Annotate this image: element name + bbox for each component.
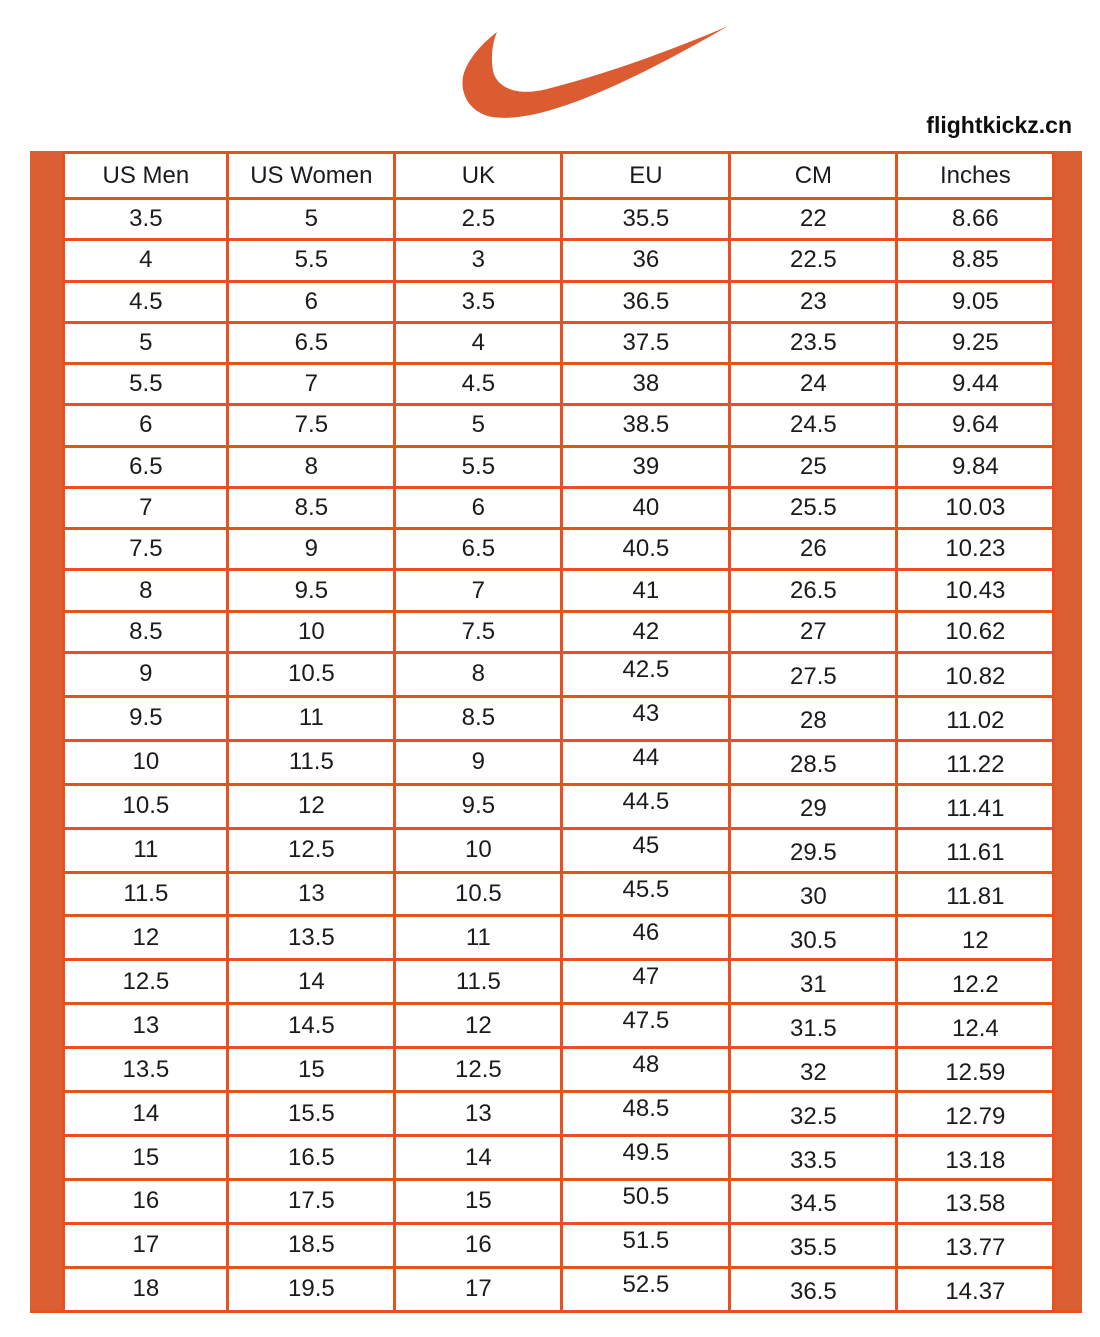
table-cell: 8.66 [897,199,1054,240]
table-cell: 49.5 [562,1136,730,1180]
table-cell: 9.44 [897,364,1054,405]
table-row [64,611,1054,652]
table-row [64,696,1054,740]
table-cell: 4 [395,322,562,363]
table-row [64,405,1054,446]
table-cell: 9.5 [395,784,562,828]
table-cell: 12.59 [897,1048,1054,1092]
table-cell: 34.5 [730,1179,897,1223]
table-cell: 10.62 [897,611,1054,652]
table-cell: 29.5 [730,828,897,872]
site-label: flightkickz.cn [926,112,1072,138]
column-header-uk: UK [395,153,562,199]
table-cell: 8 [64,570,228,611]
table-cell: 10 [228,611,395,652]
table-cell: 6 [64,405,228,446]
table-cell: 26 [730,529,897,570]
table-cell: 12.79 [897,1092,1054,1136]
table-cell: 4 [64,240,228,281]
table-cell: 44.5 [562,784,730,828]
size-chart [30,151,1082,1313]
table-cell: 7.5 [395,611,562,652]
table-cell: 3.5 [64,199,228,240]
table-cell: 36.5 [562,281,730,322]
table-cell: 5 [64,322,228,363]
table-cell: 10.5 [64,784,228,828]
table-row [64,740,1054,784]
table-cell: 36 [562,240,730,281]
table-cell: 13 [395,1092,562,1136]
table-row [64,1223,1054,1267]
table-cell: 5.5 [64,364,228,405]
table-cell: 12.4 [897,1004,1054,1048]
table-cell: 13.5 [64,1048,228,1092]
table-row [64,281,1054,322]
table-cell: 9 [228,529,395,570]
table-cell: 8.5 [228,487,395,528]
table-cell: 23.5 [730,322,897,363]
table-cell: 52.5 [562,1267,730,1311]
table-cell: 5 [395,405,562,446]
table-cell: 5 [228,199,395,240]
table-row [64,652,1054,696]
table-cell: 13 [64,1004,228,1048]
table-cell: 3.5 [395,281,562,322]
column-header-inches: Inches [897,153,1054,199]
table-cell: 27.5 [730,652,897,696]
table-cell: 12 [228,784,395,828]
table-cell: 32 [730,1048,897,1092]
header-row [64,153,1054,199]
table-cell: 40.5 [562,529,730,570]
table-cell: 42.5 [562,652,730,696]
table-cell: 46 [562,916,730,960]
table-cell: 33.5 [730,1136,897,1180]
column-header-eu: EU [562,153,730,199]
table-row [64,529,1054,570]
table-cell: 41 [562,570,730,611]
table-row [64,487,1054,528]
table-cell: 31.5 [730,1004,897,1048]
table-cell: 24.5 [730,405,897,446]
table-cell: 31 [730,960,897,1004]
table-cell: 16 [395,1223,562,1267]
table-cell: 7 [395,570,562,611]
table-row [64,1267,1054,1311]
table-cell: 6 [228,281,395,322]
table-cell: 50.5 [562,1179,730,1223]
table-cell: 8 [395,652,562,696]
table-cell: 12 [395,1004,562,1048]
table-cell: 25.5 [730,487,897,528]
table-cell: 28.5 [730,740,897,784]
table-cell: 38 [562,364,730,405]
table-cell: 9.05 [897,281,1054,322]
table-cell: 11.81 [897,872,1054,916]
table-cell: 43 [562,696,730,740]
table-cell: 9.84 [897,446,1054,487]
table-row [64,364,1054,405]
table-cell: 13.5 [228,916,395,960]
table-cell: 27 [730,611,897,652]
table-cell: 5.5 [228,240,395,281]
table-cell: 35.5 [562,199,730,240]
table-cell: 10.5 [395,872,562,916]
table-cell: 48 [562,1048,730,1092]
table-cell: 16.5 [228,1136,395,1180]
table-cell: 13.18 [897,1136,1054,1180]
table-cell: 42 [562,611,730,652]
table-row [64,1092,1054,1136]
table-cell: 14 [64,1092,228,1136]
table-cell: 47.5 [562,1004,730,1048]
table-cell: 8.5 [395,696,562,740]
table-cell: 24 [730,364,897,405]
table-cell: 8 [228,446,395,487]
table-cell: 17 [64,1223,228,1267]
left-accent-bar [30,151,62,1313]
table-cell: 47 [562,960,730,1004]
table-cell: 10.23 [897,529,1054,570]
table-row [64,199,1054,240]
table-cell: 23 [730,281,897,322]
table-cell: 12.5 [395,1048,562,1092]
table-cell: 22.5 [730,240,897,281]
table-cell: 10 [64,740,228,784]
table-cell: 7.5 [228,405,395,446]
table-row [64,446,1054,487]
table-cell: 30.5 [730,916,897,960]
table-cell: 10.03 [897,487,1054,528]
table-cell: 18 [64,1267,228,1311]
table-row [64,960,1054,1004]
table-cell: 51.5 [562,1223,730,1267]
table-cell: 19.5 [228,1267,395,1311]
table-cell: 12.5 [228,828,395,872]
table-row [64,322,1054,363]
table-cell: 7.5 [64,529,228,570]
right-accent-bar [1055,151,1082,1313]
table-cell: 48.5 [562,1092,730,1136]
table-cell: 30 [730,872,897,916]
column-header-cm: CM [730,153,897,199]
table-cell: 13 [228,872,395,916]
table-cell: 11.5 [228,740,395,784]
table-cell: 15 [228,1048,395,1092]
table-cell: 9.5 [228,570,395,611]
table-cell: 7 [228,364,395,405]
table-cell: 28 [730,696,897,740]
table-cell: 10.82 [897,652,1054,696]
table-cell: 16 [64,1179,228,1223]
table-row [64,828,1054,872]
table-cell: 8.5 [64,611,228,652]
table-cell: 37.5 [562,322,730,363]
table-cell: 9.5 [64,696,228,740]
table-cell: 10.5 [228,652,395,696]
table-cell: 6 [395,487,562,528]
table-cell: 44 [562,740,730,784]
table-cell: 14 [395,1136,562,1180]
table-cell: 11.41 [897,784,1054,828]
table-row [64,240,1054,281]
table-cell: 15 [395,1179,562,1223]
table-cell: 14 [228,960,395,1004]
table-row [64,872,1054,916]
table-cell: 25 [730,446,897,487]
table-cell: 2.5 [395,199,562,240]
size-table [62,151,1055,1313]
table-cell: 13.77 [897,1223,1054,1267]
table-cell: 12.2 [897,960,1054,1004]
table-cell: 10 [395,828,562,872]
table-cell: 40 [562,487,730,528]
table-cell: 18.5 [228,1223,395,1267]
table-cell: 5.5 [395,446,562,487]
table-cell: 7 [64,487,228,528]
column-header-us-women: US Women [228,153,395,199]
nike-swoosh-logo [455,26,735,124]
table-cell: 15 [64,1136,228,1180]
table-cell: 11 [228,696,395,740]
table-row [64,1136,1054,1180]
table-cell: 12.5 [64,960,228,1004]
table-cell: 38.5 [562,405,730,446]
table-row [64,1004,1054,1048]
table-cell: 9.64 [897,405,1054,446]
table-cell: 8.85 [897,240,1054,281]
table-cell: 11.5 [395,960,562,1004]
table-cell: 17 [395,1267,562,1311]
table-row [64,1179,1054,1223]
table-cell: 39 [562,446,730,487]
table-row [64,784,1054,828]
table-cell: 14.5 [228,1004,395,1048]
table-cell: 11.5 [64,872,228,916]
table-cell: 11.22 [897,740,1054,784]
table-cell: 22 [730,199,897,240]
table-cell: 12 [64,916,228,960]
table-cell: 3 [395,240,562,281]
table-cell: 13.58 [897,1179,1054,1223]
table-cell: 11.61 [897,828,1054,872]
table-cell: 11.02 [897,696,1054,740]
table-cell: 12 [897,916,1054,960]
table-cell: 10.43 [897,570,1054,611]
table-cell: 45.5 [562,872,730,916]
table-cell: 6.5 [395,529,562,570]
table-cell: 35.5 [730,1223,897,1267]
table-cell: 4.5 [395,364,562,405]
table-cell: 11 [64,828,228,872]
table-cell: 29 [730,784,897,828]
table-cell: 9.25 [897,322,1054,363]
table-cell: 9 [395,740,562,784]
table-cell: 15.5 [228,1092,395,1136]
table-cell: 9 [64,652,228,696]
table-cell: 4.5 [64,281,228,322]
table-cell: 26.5 [730,570,897,611]
table-cell: 14.37 [897,1267,1054,1311]
table-row [64,570,1054,611]
table-cell: 45 [562,828,730,872]
column-header-us-men: US Men [64,153,228,199]
table-cell: 32.5 [730,1092,897,1136]
table-row [64,916,1054,960]
table-cell: 6.5 [64,446,228,487]
table-cell: 36.5 [730,1267,897,1311]
table-cell: 17.5 [228,1179,395,1223]
table-row [64,1048,1054,1092]
table-cell: 11 [395,916,562,960]
table-cell: 6.5 [228,322,395,363]
